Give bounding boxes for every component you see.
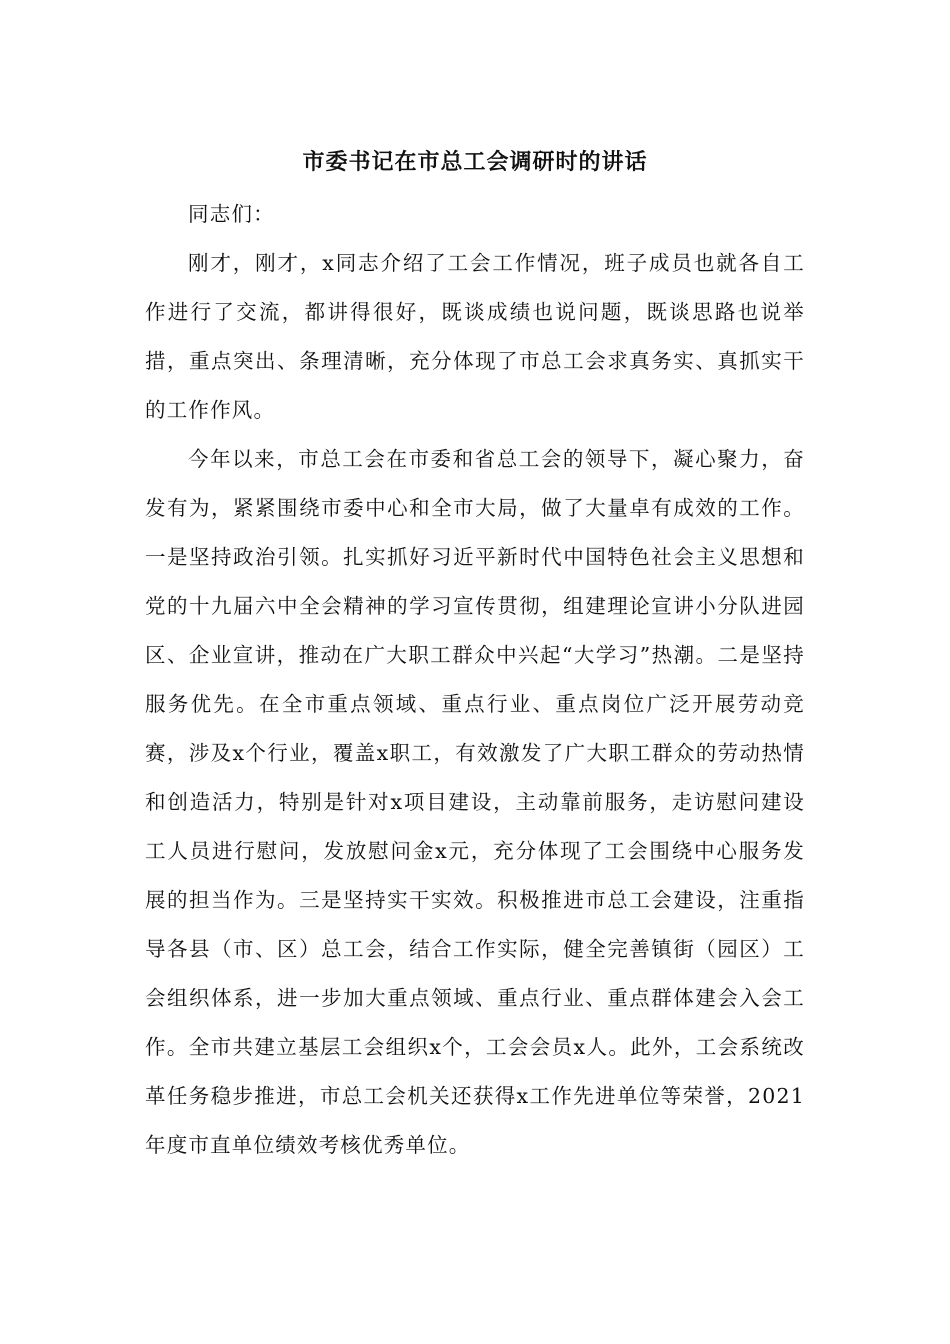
paragraph-achievements: 今年以来，市总工会在市委和省总工会的领导下，凝心聚力，奋发有为，紧紧围绕市委中心和全市大局，做了大量卓有成效的工作。一是坚持政治引领。扎实抓好习近平新时代中国特色社会主义思想和党的十九届六中全会精神的学习宣传贯彻，组建理论宣讲小分队进园区、企业宣讲，推动在广大职工群众中兴起“大学习”热潮。二是坚持服务优先。在全市重点领域、重点行业、重点岗位广泛开展劳动竞赛，涉及x个行业，覆盖x职工，有效激发了广大职工群众的劳动热情和创造活力，特别是针对x项目建设，主动靠前服务，走访慰问建设工人员进行慰问，发放慰问金x元，充分体现了工会围绕中心服务发展的担当作为。三是坚持实干实效。积极推进市总工会建设，注重指导各县（市、区）总工会，结合工作实际，健全完善镇街（园区）工会组织体系，进一步加大重点领域、重点行业、重点群体建会入会工作。全市共建立基层工会组织x个，工会会员x人。此外，工会系统改革任务稳步推进，市总工会机关还获得x工作先进单位等荣誉，2021年度市直单位绩效考核优秀单位。 [145, 447, 805, 1157]
salutation: 同志们： [188, 202, 275, 226]
paragraph-opening: 刚才，刚才，x同志介绍了工会工作情况，班子成员也就各自工作进行了交流，都讲得很好，既谈成绩也说问题，既谈思路也说举措，重点突出、条理清晰，充分体现了市总工会求真务实、真抓实干的工作作风。 [145, 251, 805, 422]
document-body [145, 190, 805, 1170]
document-title: 市委书记在市总工会调研时的讲话 [302, 149, 648, 175]
